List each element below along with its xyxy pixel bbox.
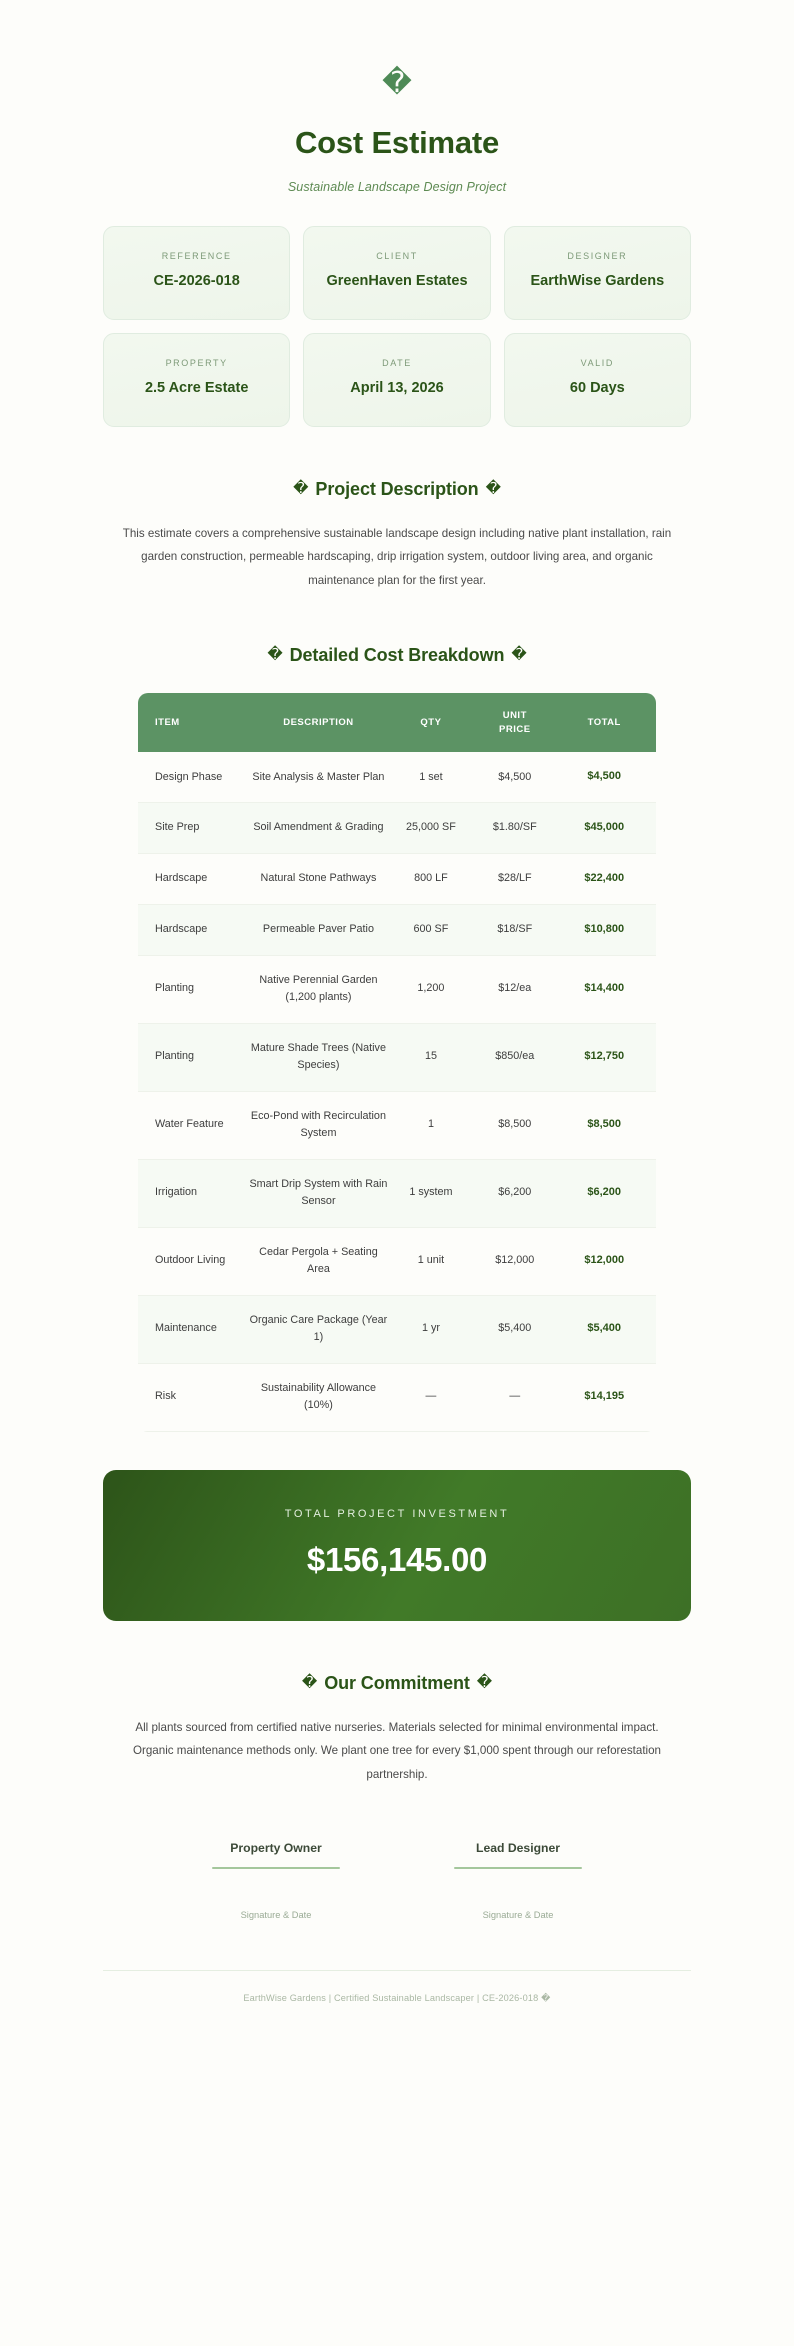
cell-description: Site Analysis & Master Plan <box>244 752 393 802</box>
signature-line[interactable] <box>454 1867 582 1869</box>
info-card-label: DESIGNER <box>567 250 628 261</box>
info-card-value: April 13, 2026 <box>350 379 444 396</box>
signature-role: Lead Designer <box>476 1840 560 1855</box>
cell-item: Risk <box>138 1363 244 1431</box>
table-row <box>138 955 656 1023</box>
table-row <box>138 1295 656 1363</box>
table-row <box>138 1227 656 1295</box>
table-row <box>138 904 656 955</box>
cell-description: Eco-Pond with Recirculation System <box>244 1091 393 1159</box>
cell-total: $14,195 <box>560 1363 656 1431</box>
info-card-label: PROPERTY <box>165 357 228 368</box>
document-subtitle: Sustainable Landscape Design Project <box>287 179 507 194</box>
cell-unit-price: $4,500 <box>469 752 560 802</box>
info-cards-row-2 <box>103 333 691 427</box>
info-card-value: 2.5 Acre Estate <box>144 379 249 396</box>
cell-description: Smart Drip System with Rain Sensor <box>244 1159 393 1227</box>
info-card-value: 60 Days <box>569 379 625 396</box>
cell-item: Hardscape <box>138 854 244 905</box>
column-header-total: TOTAL <box>560 693 656 753</box>
section-heading-label: Our Commitment <box>324 1672 470 1693</box>
total-label: TOTAL PROJECT INVESTMENT <box>284 1507 510 1520</box>
cost-breakdown-table <box>138 693 656 1432</box>
section-heading-label: Detailed Cost Breakdown <box>289 644 505 665</box>
document-header <box>103 56 691 194</box>
total-investment-banner <box>103 1470 691 1621</box>
section-heading-cost-breakdown <box>103 645 691 666</box>
cell-unit-price: $5,400 <box>469 1295 560 1363</box>
signature-line[interactable] <box>212 1867 340 1869</box>
cell-qty: 1,200 <box>393 955 469 1023</box>
info-card-designer <box>504 226 691 320</box>
column-header-unit-price <box>469 693 560 753</box>
signature-caption: Signature & Date <box>240 1909 312 1920</box>
cell-total: $4,500 <box>560 752 656 802</box>
info-card-label: VALID <box>580 357 614 368</box>
column-header-qty: QTY <box>393 693 469 753</box>
cell-description: Permeable Paver Patio <box>244 904 393 955</box>
cell-qty: 1 yr <box>393 1295 469 1363</box>
cell-description: Cedar Pergola + Seating Area <box>244 1227 393 1295</box>
cell-total: $22,400 <box>560 854 656 905</box>
handshake-icon: � <box>476 1672 493 1691</box>
cell-total: $12,750 <box>560 1023 656 1091</box>
info-card-value: EarthWise Gardens <box>530 272 665 289</box>
cell-item: Planting <box>138 955 244 1023</box>
signature-area <box>103 1841 691 1920</box>
handshake-icon: � <box>301 1672 318 1691</box>
column-header-item: ITEM <box>138 693 244 753</box>
cell-unit-price: $12/ea <box>469 955 560 1023</box>
cell-description: Mature Shade Trees (Native Species) <box>244 1023 393 1091</box>
cell-item: Maintenance <box>138 1295 244 1363</box>
cell-total: $14,400 <box>560 955 656 1023</box>
signature-block-lead-designer <box>428 1841 608 1920</box>
cell-qty: 600 SF <box>393 904 469 955</box>
cell-item: Site Prep <box>138 803 244 854</box>
cell-qty: 25,000 SF <box>393 803 469 854</box>
cell-item: Hardscape <box>138 904 244 955</box>
table-row <box>138 1023 656 1091</box>
cell-item: Design Phase <box>138 752 244 802</box>
section-heading-label: Project Description <box>315 478 479 499</box>
cell-unit-price: $6,200 <box>469 1159 560 1227</box>
cell-description: Sustainability Allowance (10%) <box>244 1363 393 1431</box>
cell-description: Native Perennial Garden (1,200 plants) <box>244 955 393 1023</box>
cell-description: Natural Stone Pathways <box>244 854 393 905</box>
cell-item: Irrigation <box>138 1159 244 1227</box>
cell-item: Outdoor Living <box>138 1227 244 1295</box>
signature-block-property-owner <box>186 1841 366 1920</box>
cell-description: Organic Care Package (Year 1) <box>244 1295 393 1363</box>
column-header-unit-price-line1: UNIT <box>502 709 527 721</box>
clipboard-icon: � <box>511 644 527 663</box>
cell-qty: 1 unit <box>393 1227 469 1295</box>
info-card-label: REFERENCE <box>161 250 232 261</box>
sprout-icon: � <box>293 478 309 497</box>
commitment-body: All plants sourced from certified native nurseries. Materials selected for minimal environmental impact. Organic maintenance methods only. We plant one tree for every $1,000 spent through our reforestation partnership. <box>132 1720 662 1782</box>
cell-total: $45,000 <box>560 803 656 854</box>
info-card-valid <box>504 333 691 427</box>
cell-unit-price: $12,000 <box>469 1227 560 1295</box>
clipboard-icon: � <box>267 644 283 663</box>
info-card-property <box>103 333 290 427</box>
document-footer: EarthWise Gardens | Certified Sustainable Landscaper | CE-2026-018 � <box>103 1970 691 2004</box>
total-amount: $156,145.00 <box>306 1540 488 1578</box>
cell-total: $8,500 <box>560 1091 656 1159</box>
table-row <box>138 803 656 854</box>
table-body <box>138 752 656 1431</box>
cell-qty: 1 system <box>393 1159 469 1227</box>
column-header-description: DESCRIPTION <box>244 693 393 753</box>
info-card-label: DATE <box>382 357 412 368</box>
table-row <box>138 1363 656 1431</box>
cell-unit-price: $18/SF <box>469 904 560 955</box>
page-title: Cost Estimate <box>294 125 500 160</box>
cell-item: Planting <box>138 1023 244 1091</box>
section-heading-project-description <box>103 479 691 500</box>
cell-unit-price: $1.80/SF <box>469 803 560 854</box>
table-row <box>138 854 656 905</box>
signature-role: Property Owner <box>230 1840 322 1855</box>
cell-qty: 800 LF <box>393 854 469 905</box>
cell-qty: 1 set <box>393 752 469 802</box>
info-card-reference <box>103 226 290 320</box>
cell-qty: 15 <box>393 1023 469 1091</box>
signature-caption: Signature & Date <box>482 1909 554 1920</box>
info-card-value: GreenHaven Estates <box>326 272 468 289</box>
section-heading-our-commitment <box>103 1673 691 1694</box>
cell-total: $6,200 <box>560 1159 656 1227</box>
info-card-value: CE-2026-018 <box>153 272 240 289</box>
cell-unit-price: $8,500 <box>469 1091 560 1159</box>
table-row <box>138 1159 656 1227</box>
info-card-client <box>303 226 490 320</box>
info-cards-row-1 <box>103 226 691 320</box>
info-card-label: CLIENT <box>376 250 418 261</box>
sprout-icon: � <box>485 478 501 497</box>
cell-qty: — <box>393 1363 469 1431</box>
cell-total: $12,000 <box>560 1227 656 1295</box>
cell-total: $5,400 <box>560 1295 656 1363</box>
cell-qty: 1 <box>393 1091 469 1159</box>
column-header-unit-price-line2: PRICE <box>499 723 531 735</box>
cell-unit-price: — <box>469 1363 560 1431</box>
table-row <box>138 752 656 802</box>
cell-unit-price: $850/ea <box>469 1023 560 1091</box>
leaf-icon: � <box>382 65 412 99</box>
project-description-body: This estimate covers a comprehensive sustainable landscape design including native plant installation, rain garden construction, permeable hardscaping, drip irrigation system, outdoor living area, and organic maintenance plan for the first year. <box>122 526 672 588</box>
table-row <box>138 1091 656 1159</box>
info-card-date <box>303 333 490 427</box>
cell-description: Soil Amendment & Grading <box>244 803 393 854</box>
cell-total: $10,800 <box>560 904 656 955</box>
table-header-row <box>138 693 656 753</box>
cell-unit-price: $28/LF <box>469 854 560 905</box>
cell-item: Water Feature <box>138 1091 244 1159</box>
